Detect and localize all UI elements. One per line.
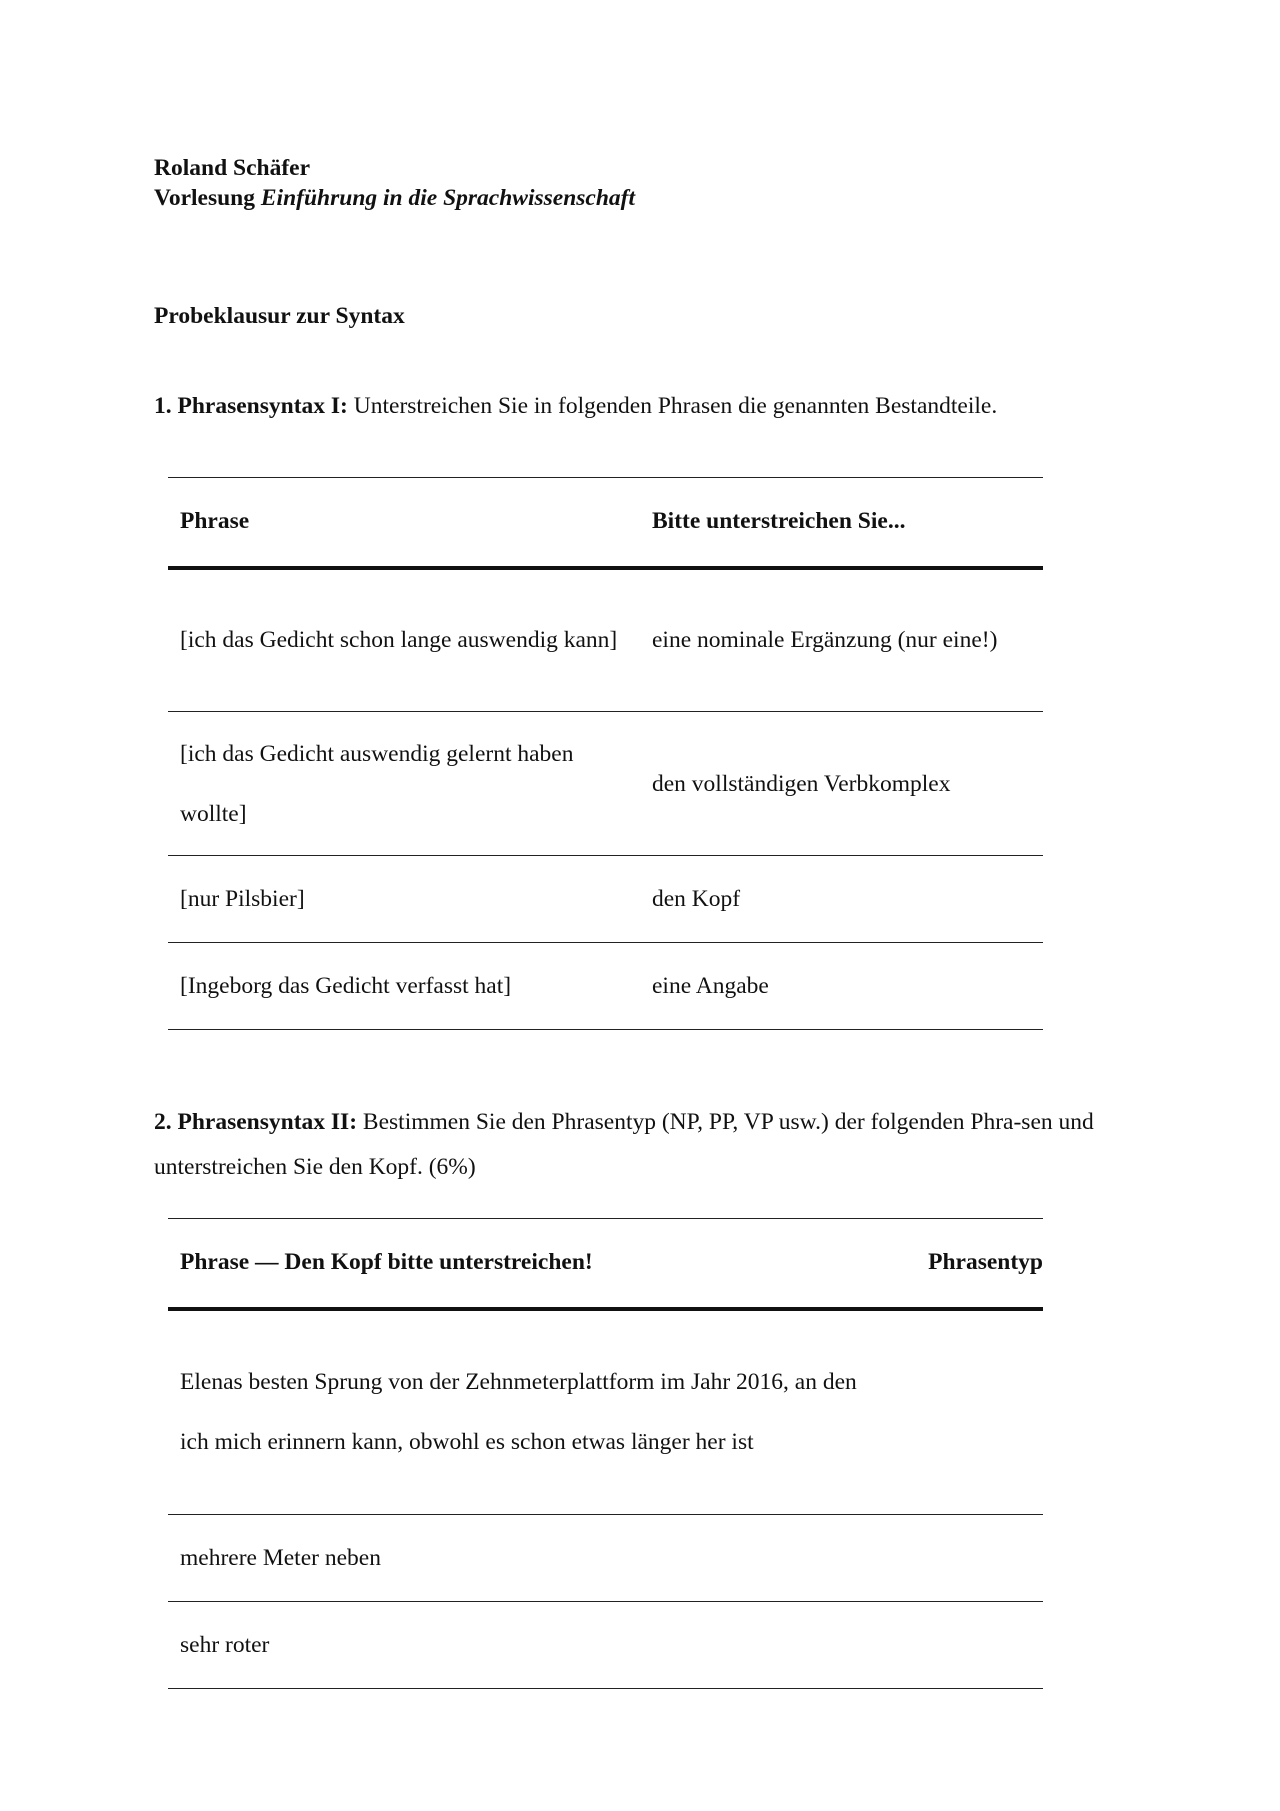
task1-col-target: Bitte unterstreichen Sie... (652, 508, 906, 535)
task2-table (168, 1218, 1043, 1689)
lecture-line (154, 183, 635, 213)
table-row (168, 568, 1043, 712)
document-header (154, 153, 635, 213)
target-cell: den Kopf (652, 885, 741, 912)
task2-col-type: Phrasentyp (928, 1249, 1043, 1276)
task2-header-row (168, 1219, 1043, 1309)
author-name: Roland Schäfer (154, 155, 311, 181)
phrase-cell: sehr roter (180, 1631, 270, 1658)
phrase-cell: [ich das Gedicht auswendig gelernt haben wollte] (180, 740, 574, 827)
task1-header-row (168, 478, 1043, 568)
table-row (168, 1602, 1043, 1689)
phrase-cell: mehrere Meter neben (180, 1544, 381, 1571)
table-row (168, 856, 1043, 943)
table-row (168, 943, 1043, 1030)
course-title: Einführung in die Sprachwissenschaft (260, 185, 636, 211)
phrase-cell: [nur Pilsbier] (180, 885, 305, 912)
task2-col-phrase: Phrase — Den Kopf bitte unterstreichen! (180, 1249, 593, 1276)
target-cell: eine nominale Ergänzung (nur eine!) (652, 627, 998, 654)
phrase-type-cell (916, 1602, 1043, 1689)
phrase-type-cell (916, 1309, 1043, 1515)
table-row (168, 712, 1043, 856)
task1-heading (154, 391, 997, 421)
target-cell: den vollständigen Verbkomplex (652, 770, 951, 797)
task1-instruction: Unterstreichen Sie in folgenden Phrasen die genannten Bestandteile. (353, 393, 998, 419)
target-cell: eine Angabe (652, 972, 769, 999)
phrase-type-cell (916, 1515, 1043, 1602)
task1-col-phrase: Phrase (180, 508, 250, 535)
task2-instruction: Bestimmen Sie den Phrasentyp (NP, PP, VP usw.) der folgenden Phra-sen und unterstreichen Sie den Kopf. (6%) (154, 1109, 1094, 1180)
exam-title: Probeklausur zur Syntax (154, 303, 405, 329)
phrase-cell: [Ingeborg das Gedicht verfasst hat] (180, 972, 512, 999)
task2-heading (154, 1100, 1134, 1190)
lecture-prefix: Vorlesung (154, 185, 255, 211)
phrase-cell: [ich das Gedicht schon lange auswendig kann] (180, 627, 618, 654)
table-row (168, 1515, 1043, 1602)
task2-label: 2. Phrasensyntax II: (154, 1109, 358, 1135)
task1-table (168, 477, 1043, 1030)
phrase-cell: Elenas besten Sprung von der Zehnmeterplattform im Jahr 2016, an den ich mich erinnern kann, obwohl es schon etwas länger her ist (180, 1369, 857, 1456)
task1-label: 1. Phrasensyntax I: (154, 393, 348, 419)
table-row (168, 1309, 1043, 1515)
